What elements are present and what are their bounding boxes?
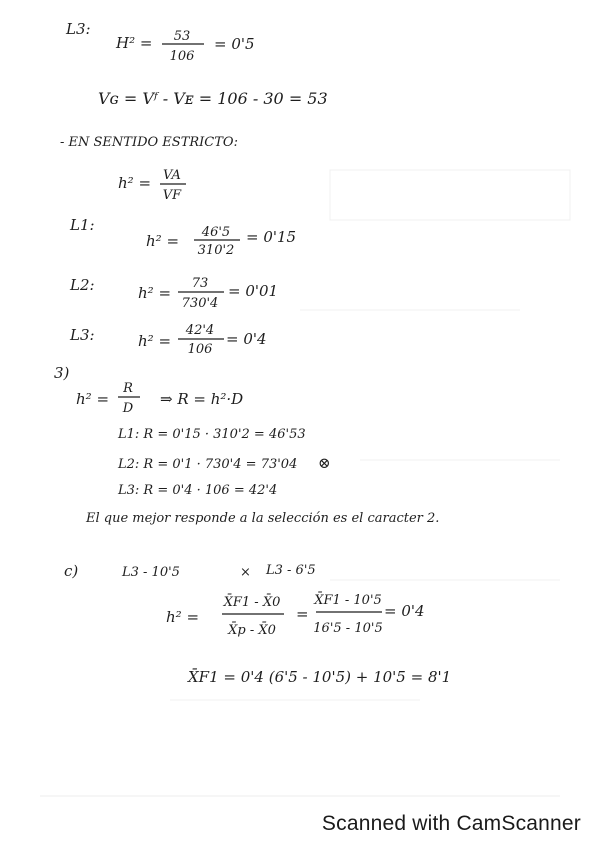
- q3-line-l3: L3: R = 0'4 · 106 = 42'4: [118, 483, 278, 498]
- l3-top-num: 53: [173, 29, 191, 44]
- l3-lhs: h² =: [138, 332, 172, 350]
- q3-den: D: [122, 401, 134, 416]
- l2-den: 730'4: [181, 296, 219, 311]
- sense-heading: - EN SENTIDO ESTRICTO:: [60, 135, 238, 150]
- l1-num: 46'5: [201, 225, 231, 240]
- def-num: VA: [163, 168, 181, 183]
- c-eq: =: [296, 605, 309, 623]
- l2-num: 73: [191, 276, 209, 291]
- q3-line-l1: L1: R = 0'15 · 310'2 = 46'53: [118, 427, 306, 442]
- q3-num: R: [123, 381, 133, 396]
- def-den: VF: [162, 188, 182, 203]
- c-label: c): [64, 562, 79, 580]
- c-left: L3 - 10'5: [122, 565, 180, 580]
- c-f2-result: = 0'4: [384, 602, 425, 620]
- q3-line-l2: L2: R = 0'1 · 730'4 = 73'04: [118, 457, 298, 472]
- l3-num: 42'4: [185, 323, 215, 338]
- l2-label: L2:: [70, 276, 95, 294]
- c-right: L3 - 6'5: [266, 563, 316, 578]
- c-f2-den: 16'5 - 10'5: [313, 621, 383, 636]
- q3-selection-mark: ⊗: [318, 454, 331, 472]
- ghost-box: [330, 170, 570, 220]
- q3-lhs: h² =: [76, 390, 110, 408]
- l1-den: 310'2: [197, 243, 235, 258]
- l2-result: = 0'01: [228, 282, 279, 300]
- c-h-lhs: h² =: [166, 608, 200, 626]
- l3-top-label: L3:: [66, 20, 91, 38]
- camscanner-watermark: Scanned with CamScanner: [321, 812, 581, 835]
- q3-conclusion: El que mejor responde a la selección es el caracter 2.: [86, 511, 440, 526]
- c-f2-num: X̄F1 - 10'5: [314, 593, 382, 608]
- l3-result: = 0'4: [226, 330, 267, 348]
- l1-label: L1:: [70, 216, 95, 234]
- c-times: ×: [240, 565, 251, 580]
- l1-result: = 0'15: [246, 228, 297, 246]
- l2-lhs: h² =: [138, 284, 172, 302]
- c-f1-den: X̄p - X̄0: [228, 623, 276, 638]
- q3-implies: ⇒ R = h²·D: [160, 390, 244, 408]
- l3-top-result: = 0'5: [214, 35, 255, 53]
- def-lhs: h² =: [118, 174, 152, 192]
- variance-line: Vɢ = Vᶠ - Vᴇ = 106 - 30 = 53: [98, 89, 328, 108]
- c-f1-num: X̄F1 - X̄0: [223, 595, 281, 610]
- q3-number: 3): [54, 364, 70, 382]
- l3-label: L3:: [70, 326, 95, 344]
- l1-lhs: h² =: [146, 232, 180, 250]
- l3-top-den: 106: [169, 49, 195, 64]
- l3-den: 106: [187, 342, 213, 357]
- c-final: X̄F1 = 0'4 (6'5 - 10'5) + 10'5 = 8'1: [188, 668, 452, 686]
- l3-top-lhs: H² =: [116, 34, 153, 52]
